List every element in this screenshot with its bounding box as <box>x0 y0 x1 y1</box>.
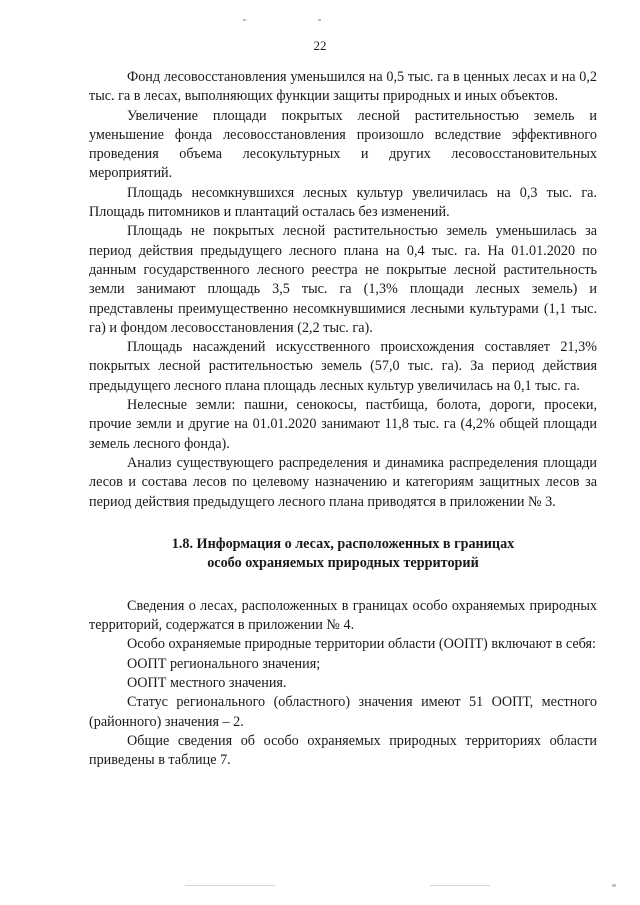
paragraph-status-counts: Статус регионального (областного) значения имеют 51 ООПТ, местного (районного) значения – 2. <box>89 694 597 730</box>
paragraph-protected-areas-include: Особо охраняемые природные территории области (ООПТ) включают в себя: <box>127 636 596 653</box>
section-heading-line1: 1.8. Информация о лесах, расположенных в границах <box>171 535 515 552</box>
paragraph-artificial-plantations: Площадь насаждений искусственного происхождения составляет 21,3% покрытых лесной растительностью земель (57,0 тыс. га). За период действия предыдущего лесного плана площадь лесных культур увеличилась на 0,1 тыс. га. <box>89 339 597 394</box>
paragraph-protected-areas-info: Сведения о лесах, расположенных в границах особо охраняемых природных территорий, содержатся в приложении № 4. <box>89 597 597 634</box>
scan-speck <box>318 19 321 21</box>
scan-speck <box>185 885 275 886</box>
page-number: 22 <box>313 38 327 53</box>
document-body <box>89 68 597 771</box>
paragraph-unclosed-cultures: Площадь несомкнувшихся лесных культур увеличилась на 0,3 тыс. га. Площадь питомников и плантаций осталась без изменений. <box>89 184 597 221</box>
list-item-local: ООПТ местного значения. <box>127 675 287 692</box>
scan-speck <box>430 885 490 886</box>
paragraph-distribution-analysis: Анализ существующего распределения и динамика распределения площади лесов и состава лесов по целевому назначению и категориям защитных лесов за период действия предыдущего лесного плана приводятся в приложении № 3. <box>89 454 597 510</box>
paragraph-table-reference: Общие сведения об особо охраняемых природных территориях области приведены в таблице 7. <box>89 732 597 769</box>
paragraph-covered-area-increase: Увеличение площади покрытых лесной растительностью земель и уменьшение фонда лесовосстановления произошло вследствие эффективного проведения объема лесокультурных и других лесовосстановительных мероприятий. <box>89 107 597 182</box>
section-heading-line2: особо охраняемых природных территорий <box>207 554 479 571</box>
scan-speck <box>612 884 616 887</box>
scan-speck <box>243 19 246 21</box>
paragraph-uncovered-lands: Площадь не покрытых лесной растительностью земель уменьшилась за период действия предыдущего лесного плана на 0,4 тыс. га. На 01.01.2020 по данным государственного лесного реестра не покрытые лесной растительность земли занимают площадь 3,5 тыс. га (1,3% площади лесных земель) и представлены преимущественно несомкнувшимися лесными культурами (1,1 тыс. га) и фондом лесовосстановления (2,2 тыс. га). <box>89 223 597 336</box>
paragraph-non-forest-lands: Нелесные земли: пашни, сенокосы, пастбища, болота, дороги, просеки, прочие земли и другие на 01.01.2020 занимают 11,8 тыс. га (4,2% общей площади земель лесного фонда). <box>89 397 597 452</box>
section-heading <box>89 535 597 573</box>
list-item-regional: ООПТ регионального значения; <box>127 655 321 672</box>
paragraph-forest-restoration-fund: Фонд лесовосстановления уменьшился на 0,5 тыс. га в ценных лесах и на 0,2 тыс. га в лесах, выполняющих функции защиты природных и иных объектов. <box>89 69 597 105</box>
